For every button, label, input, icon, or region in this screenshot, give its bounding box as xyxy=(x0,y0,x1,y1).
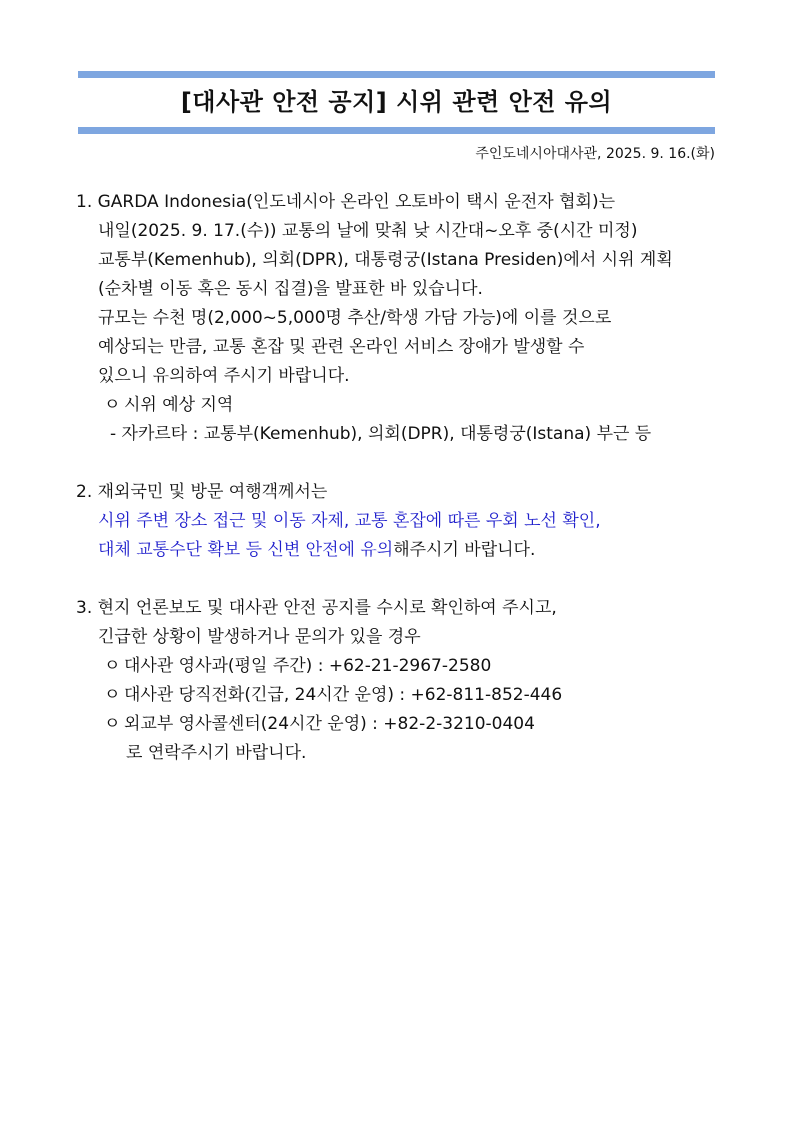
contact-consular: 대사관 영사과(평일 주간) : +62-21-2967-2580 xyxy=(124,656,492,676)
contact-item xyxy=(76,652,720,681)
section-3-line: 긴급한 상황이 발생하거나 문의가 있을 경우 xyxy=(98,627,421,647)
protest-area-bullet xyxy=(76,391,720,420)
section-1-line: 교통부(Kemenhub), 의회(DPR), 대통령궁(Istana Presiden)에서 시위 계획 xyxy=(98,250,673,270)
bullet-marker: ㅇ xyxy=(104,656,121,676)
section-1-line: (순차별 이동 혹은 동시 집결)을 발표한 바 있습니다. xyxy=(98,279,483,299)
contact-item xyxy=(76,681,720,710)
section-1 xyxy=(76,188,720,449)
bullet-marker: ㅇ xyxy=(104,395,121,415)
section-3 xyxy=(76,594,720,768)
title-top-rule xyxy=(78,71,715,78)
section-2-highlight: 시위 주변 장소 접근 및 이동 자제, 교통 혼잡에 따른 우회 노선 확인, xyxy=(98,511,601,531)
section-2-line: 2. 재외국민 및 방문 여행객께서는 xyxy=(76,482,328,502)
section-2-line: 해주시기 바랍니다. xyxy=(393,540,536,560)
notice-body xyxy=(76,188,720,768)
section-1-line: 있으니 유의하여 주시기 바랍니다. xyxy=(98,366,350,386)
section-1-line: 규모는 수천 명(2,000~5,000명 추산/학생 가담 가능)에 이를 것으로 xyxy=(98,308,612,328)
page-title: [대사관 안전 공지] 시위 관련 안전 유의 xyxy=(180,88,613,116)
bullet-marker: ㅇ xyxy=(104,685,121,705)
section-1-line: 1. GARDA Indonesia(인도네시아 온라인 오토바이 택시 운전자 협회)는 xyxy=(76,192,615,212)
contact-call-center: 외교부 영사콜센터(24시간 운영) : +82-2-3210-0404 xyxy=(124,714,535,734)
contact-duty-phone: 대사관 당직전화(긴급, 24시간 운영) : +62-811-852-446 xyxy=(124,685,563,705)
section-2-highlight: 대체 교통수단 확보 등 신변 안전에 유의 xyxy=(98,540,394,560)
title-bottom-rule xyxy=(78,127,715,134)
protest-area-detail: - 자카르타 : 교통부(Kemenhub), 의회(DPR), 대통령궁(Istana) 부근 등 xyxy=(110,424,652,444)
issuer-dateline: 주인도네시아대사관, 2025. 9. 16.(화) xyxy=(475,146,715,162)
section-1-line: 예상되는 만큼, 교통 혼잡 및 관련 온라인 서비스 장애가 발생할 수 xyxy=(98,337,585,357)
section-3-line: 3. 현지 언론보도 및 대사관 안전 공지를 수시로 확인하여 주시고, xyxy=(76,598,557,618)
contact-closing: 로 연락주시기 바랍니다. xyxy=(126,743,307,763)
protest-area-label: 시위 예상 지역 xyxy=(124,395,234,415)
contact-item xyxy=(76,710,720,739)
bullet-marker: ㅇ xyxy=(104,714,121,734)
section-1-line: 내일(2025. 9. 17.(수)) 교통의 날에 맞춰 낮 시간대~오후 중(시간 미정) xyxy=(98,221,638,241)
section-2 xyxy=(76,478,720,565)
